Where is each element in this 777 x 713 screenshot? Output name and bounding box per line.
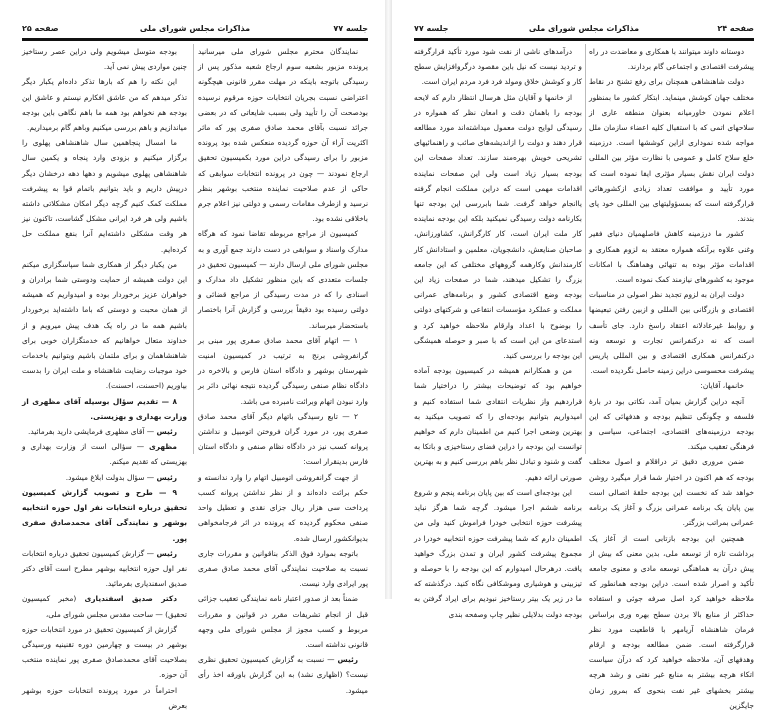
page-number: صفحه ۲۵ (22, 24, 59, 33)
header-rule (22, 38, 368, 41)
paragraph: رئیس — آقای مظهری فرمایشی دارید بفرمائید. (28, 427, 177, 437)
paragraph: دولت ایران به لزوم تجدید نظر اصولی در مناسبات اقتصادی و بازرگانی بین المللی و ازبین رفتن تبعیضها و روابط غیرعادلانه اعتقاد راسخ دارد. جای تأسف است که نه درکنفرانس تجارت و توسعه ونه درکنفرانس همکاری اقتصادی و بین المللی پاریس پیشرفت محسوسی دراین زمینه حاصل نگردیده است. (589, 290, 754, 376)
speaker-name: رئیس (156, 427, 177, 437)
paragraph: ۲ — تابع رسیدگی باتهام دیگر آقای محمد صادق صفری پور، در مورد گران فروختن اتومبیل و نداشتن پروانه کسب نیز در دادگاه نظام صنفی و دادگاه استان فارس بدینقرار است: (198, 411, 368, 467)
paragraph: ضمناً بعد از صدور اعتبار نامه نمایندگی تعقیب جزائی قبل از انجام تشریفات مقرر در قوانین و مقررات مربوط و کسب مجوز از مجلس شورای ملی وجهه قانونی نداشته است. (198, 594, 368, 649)
session-number: جلسه ۷۷ (333, 24, 368, 33)
paragraph: آنچه دراین گزارش بمیان آمد، نکاتی بود در بارهٔ فلسفه و چگونگی تنظیم بودجه و هدفهائی که این بودجه درزمینه‌های اقتصادی، اجتماعی، سیاسی و فرهنگی تعقیب میکند. (589, 396, 754, 452)
paragraph: کمیسیون از مراجع مربوطه تقاضا نمود که هرگاه مدارک واسناد و سوابقی در دست دارند جمع آوری و به مجلس شورای ملی ارسال دارند — کمیسیون تحقیق در جلسات متعددی که باین منظور تشکیل داد مدارک و اسنادی را که در مدت رسیدگی از مراجع قضائی و دولتی رسیده بود دقیقاً بررسی و گزارش آنرا باختصار باستحضار میرساند. (198, 229, 368, 330)
speaker-name: رئیس (337, 655, 358, 665)
page-header (22, 24, 368, 38)
page-header (414, 24, 754, 38)
paragraph: همچنین این بودجه بازتابی است از آغاز یک برداشت تازه از توسعه ملی، بدین معنی که بیش از پیش درآن به هماهنگی توسعه مادی و معنوی جامعه تأکید و اصرار شده است. دراین بودجه همانطور که ملاحظه خواهید کرد اصل صرفه جوئی و استفاده حداکثر از منابع بالا بردن سطح بهره وری براساس فرمان شاهنشاه آریامهر با قاطعیت مورد نظر قرارگرفته است. ضمن مطالعه بودجه و ارقام وهدفهای آن، ملاحظه خواهید کرد که درآن سیاست اتکاء هرچه بیشتر به منابع غیر نفتی و رشد هرچه بیشتر بخشهای غیر نفت بنحوی که بمرور زمان جایگزین (589, 533, 754, 710)
publication-title: مذاکرات مجلس شورای ملی (139, 24, 251, 33)
speaker-name: رئیس (156, 548, 177, 558)
section-heading: ۸ — تقدیم سؤال بوسیله آقای مظهری از وزارت بهداری و بهزیستی. (22, 396, 187, 421)
paragraph: رئیس — نسبت به گزارش کمیسیون تحقیق نظری نیست؟ (اظهاری نشد) به این گزارش باورقه اخذ رأی میشود. (198, 655, 368, 695)
session-number: جلسه ۷۷ (414, 24, 449, 33)
text-column-right (589, 44, 754, 713)
paragraph: رئیس — گزارش کمیسیون تحقیق درباره انتخابات نفر اول حوزه انتخابیه بوشهر مطرح است آقای دکتر صدیق اسفندیاری بفرمائید. (22, 548, 187, 589)
paragraph: دکتر صدیق اسفندیاری (مخبر کمیسیون تحقیق) — ساحت مقدس مجلس شورای ملی، (22, 594, 187, 619)
column-divider (193, 44, 194, 454)
paragraph: از جهت گرانفروشی اتومبیل اتهام را وارد ندانسته و حکم برائت داده‌اند و از نظر نداشتن پروانه کسب پرداخت سی هزار ریال جزای نقدی و تعطیل واحد صنفی محکوم گردیده که پرونده در اثر فرجامخواهی بدیوانکشور ارسال شده. (198, 472, 368, 543)
paragraph: مظهری — سؤالی است از وزارت بهداری و بهزیستی که تقدیم میکنم. (22, 442, 187, 467)
paragraph: درآمدهای ناشی از نفت شود مورد تأکید قرارگرفته و تردید نیست که نیل باین مقصود درگروافزایش سطح کار و کوشش خلاق ومولد فرد فرد مردم ایران است. (414, 47, 582, 87)
paragraph: دولت شاهنشاهی همچنان برای رفع تشنج در نقاط مختلف جهان کوشش مینماید. ابتکار کشور ما بمنظور اعلام نمودن خاورمیانه بعنوان منطقه عاری از سلاحهای اتمی که با استقبال کلیه اعضاء سازمان ملل مواجه شده نموداری ازاین کوششها است. درزمینه خلع سلاح کامل و عمومی با نظارت مؤثر بین المللی دولت ایران نقش بسیار مؤثری ایفا نموده است که مورد تأیید و موافقت تعداد زیادی ازکشورهائی قرارگرفته است که بمسؤولیتهای بین المللی خود پای بندند. (589, 77, 754, 224)
paragraph: بودجه متوسل میشویم ولی دراین عصر رستاخیز چنین مواردی پیش نمی آید. (22, 47, 187, 72)
paragraph: ۱ — اتهام آقای محمد صادق صفری پور مبنی بر گرانفروشی برنج به ترتیب در کمیسیون امنیت شهرستان بوشهر و دادگاه استان فارس و بالاخره در دادگاه نظام صنفی رسیدگی گردیده نتیجه نهائی دائر بر وارد نبودن اتهام وبرائت نامبرده می باشد. (198, 335, 368, 406)
paragraph: احتراماً در مورد پرونده انتخابات حوزه بوشهر بعرض (22, 685, 187, 710)
paragraph: خانمها، آقایان: (700, 381, 744, 391)
speaker-name: دکتر صدیق اسفندیاری (84, 594, 177, 604)
column-divider (585, 44, 586, 454)
book-gutter (385, 0, 392, 599)
paragraph: گزارش از کمیسیون تحقیق در مورد انتخابات حوزه بوشهر در بیست و چهارمین دوره تقنینیه ورسیدگی بصلاحیت آقای محمدصادق صفری پور نماینده منتخب آن حوزه. (22, 624, 187, 680)
page-number: صفحه ۲۴ (717, 24, 754, 33)
publication-title: مذاکرات مجلس شورای ملی (528, 24, 640, 33)
paragraph: دوستانه داوند میتوانند با همکاری و معاضدت در راه پیشرفت اقتصادی و اجتماعی گام بردارند. (589, 47, 754, 72)
left-page (0, 0, 385, 710)
paragraph: ما امسال پنجاهمین سال شاهنشاهی پهلوی را برگزار میکنیم و بزودی وارد پنجاه و یکمین سال شاهنشاهی پهلوی میشویم و دهها دهه درخشان دیگر درپیش داریم و باید بتوانیم باتمام قوا به پیشرفت مملکت کمک کنیم گرچه دیگر امکان مشکلاتی داشته باشیم ولی هر فرد ایرانی مشکل گشاست، تاکنون نیز هر وقت مشکلی داشته‌ایم آنرا بنفع مملکت حل کرده‌ایم. (22, 138, 187, 254)
right-page (392, 0, 777, 710)
text-column-right (198, 44, 368, 698)
paragraph: این نکته را هم که بارها تذکر داده‌ام یکبار دیگر تذکر میدهم که من عاشق افکارم نیستم و عاشق این بودجه هم نخواهم بود همه ما باهم نگاهی باین بودجه میاندازیم و باهم بررسی میکنیم وباهم گام برمیداریم. (22, 77, 187, 133)
text-column-left (22, 44, 187, 713)
paragraph: از خانمها و آقایان مثل هرسال انتظار دارم که لایحه بودجه را باهمان دقت و امعان نظر که همواره در رسیدگی لوایح دولت معمول میداشته‌اند مورد مطالعه قرار دهند و دولت را ازاندیشه‌های صائب و راهنمائیهای تشریحی خویش بهره‌مند سازند. تعداد صفحات این بودجه بسیار زیاد است ولی این صفحات نماینده اقدامات مهمی است که دراین مملکت انجام گرفته یاانجام خواهد گرفت. شما بابررسی این بودجه تنها بکارنامه دولت رسیدگی نمیکنید بلکه این بودجه نماینده کار ملت ایران است، کار کارگرانش، کشاورزانش، صاحبان صنایعش، دانشجویان، معلمین و استادانش کار کارمندانش وکارهمه گروههای مختلفی که این جامعه بزرگ را تشکیل میدهند، شما در صفحات زیاد این بودجه وضع اقتصادی کشور و برنامه‌های عمرانی مملکت و عملکرد مؤسسات انتفاعی و شرکتهای دولتی را بوضوح با اعداد وارقام ملاحظه خواهید کرد و استدعای من این است که با صبر و حوصله همیشگی این بودجه را بررسی کنید. (414, 92, 582, 361)
text-column-left (414, 44, 582, 622)
paragraph: نمایندگان محترم مجلس شورای ملی میرسانید پرونده مزبور بشعبه سوم ارجاع شعبه مذکور پس از رسیدگی باتوجه باینکه در مهلت مقرر قانونی هیچگونه اعتراضی نسبت بجریان انتخابات حوزه مرقوم نرسیده بودصحت آن را تأیید ولی بسبب شایعاتی که در بعضی جرائد نسبت بآقای محمد صادق صفری پور که ماثر اکثریت آراء آن حوزه گردیده منعکس شده بود پرونده مزبور را برای رسیدگی دراین مورد بکمیسیون تحقیق ارجاع نمودند — چون در پرونده انتخابات سوابقی که حاکی از عدم صلاحیت نماینده منتخب بوشهر بنظر نرسید و ازطرف مقامات رسمی و دولتی نیز اعلام جرم باخلاقی نشده بود. (198, 47, 368, 224)
paragraph: این بودجه‌ای است که بین پایان برنامه پنجم و شروع برنامه ششم اجرا میشود. گرچه شما هرگز نباید پیشرفت حوزه انتخابی خودرا فراموش کنید ولی من اطمینان دارم که شما پیشرفت حوزه انتخابیه خودرا در مجموع پیشرفت کشور ایران و تمدن بزرگ خواهید یافت. درهرحال امیدوارم که این بودجه را با حوصله و تیزبینی و هوشیاری وموشکافی نگاه کنید. درگذشته که ما در زیر یک بیتر رستاخیز نبودیم برای ایراد گرفتن به بودجه دولت بدلایلی نظیر چاپ وصفحه بندی (414, 487, 582, 619)
header-rule (414, 38, 754, 41)
paragraph: من و همکارانم همیشه در کمیسیون بودجه آماده خواهیم بود که توضیحات بیشتر را دراختیار شما قراردهیم واز نظریات انتقادی شما استفاده کنیم و امیدواریم بتوانیم بودجه‌ای را که تصویب میکنید به بهترین وضعی اجرا کنیم من اطمینان دارم که خواهیم توانست این بودجه را دراین فضای رستاخیزی و باتکا به گفت و شنود و تبادل نظر باهم بررسی کنیم و به بهترین صورتی ارائه دهیم. (414, 366, 582, 482)
paragraph: رئیس — سؤال بدولت ابلاغ میشود. (65, 472, 177, 482)
paragraph: ضمن مروری دقیق تر دراقلام و اصول مختلف بودجه که هم اکنون در اختیار شما قرار میگیرد روشن خواهد شد که نخست این بودجه حلقهٔ اتصالی است بین پایان یک برنامه عمرانی بزرگ و آغاز یک برنامه عمرانی بمراتب بزرگتر. (589, 457, 754, 528)
section-heading: ۹ — طرح و تصویب گزارش کمیسیون تحقیق درباره انتخابات نفر اول حوزه انتخابیه بوشهر و نمایندگی آقای محمدصادق صفری پور. (22, 487, 187, 543)
speaker-name: رئیس (156, 472, 177, 482)
paragraph: من یکبار دیگر از همکاری شما سپاسگزاری میکنم این دولت همیشه از حمایت ودوستی شما برادران و خواهران عزیز برخوردار بوده و امیدواریم که همیشه از همان محبت و دوستی که باما داشته‌اید برخوردار باشیم همه ما در راه یک هدف پیش میرویم و از خداوند متعال خواهانیم که خدمتگزاران خوبی برای شاهنشاهمان و برای ملتمان باشیم وبتوانیم باخدمات خود موجبات رضایت شاهنشاه و ملت ایران را بدست بیاوریم (احسنت، احسنت). (22, 259, 187, 391)
speaker-name: مظهری (148, 442, 177, 452)
paragraph: کشور ما درزمینه کاهش فاصلهمیان دنیای فقیر وغنی علاوه برآنکه همواره معتقد به لزوم همکاری و اقدامات مؤثر بوده به تنهائی وهماهنگ با امکانات موجود به کشورهای نیازمند کمک نموده است. (589, 229, 754, 285)
paragraph: باتوجه بموارد فوق الذکر بناقوانین و مقررات جاری نسبت به صلاحیت نمایندگی آقای محمد صادق صفری پور ایرادی وارد نیست. (198, 548, 368, 589)
